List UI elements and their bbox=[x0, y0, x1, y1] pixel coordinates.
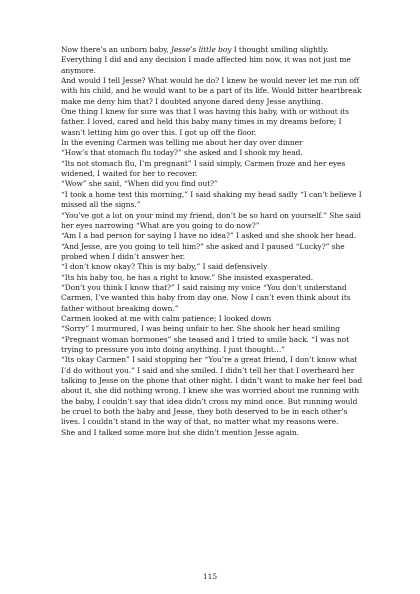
text-line: She and I talked some more but she didn’t mention Jesse again. bbox=[61, 427, 299, 437]
text-line: “I don’t know okay? This is my baby,” I said defensively bbox=[61, 262, 268, 272]
text-line: probed when I didn’t answer her. bbox=[61, 251, 185, 261]
text-line: I’d do without you.” I said and she smiled. I didn’t tell her that I overheard her bbox=[61, 365, 355, 375]
text-line: “You’ve got a lot on your mind my friend, don’t be so hard on yourself.” She said bbox=[61, 210, 361, 220]
text-line: wasn’t letting him go over this. I got up off the floor. bbox=[61, 127, 257, 137]
page-body-text bbox=[61, 45, 377, 438]
text-line: “Its not stomach flu, I’m pregnant” I said simply, Carmen froze and her eyes bbox=[61, 158, 346, 168]
text-line: widened, I waited for her to recover. bbox=[61, 169, 198, 179]
text-line: “Sorry” I murmured, I was being unfair to her. She shook her head smiling bbox=[61, 324, 340, 334]
text-line: Now there’s an unborn baby, Jesse’s little boy I thought smiling slightly. bbox=[61, 45, 329, 54]
text-line: with his child, and he would want to be a part of its life. Would bitter heartbreak bbox=[61, 86, 362, 96]
page-number: 115 bbox=[202, 572, 218, 581]
text-line: missed all the signs.” bbox=[61, 200, 141, 210]
text-line: “Am I a bad person for saying I have no idea?” I asked and she shook her head. bbox=[61, 231, 357, 241]
text-line: trying to pressure you into doing anything. I just thought…” bbox=[61, 344, 285, 354]
text-line: lives. I couldn’t stand in the way of that, no matter what my reasons were. bbox=[61, 417, 339, 427]
text-line: “How’s that stomach flu today?” she asked and I shook my head. bbox=[61, 148, 303, 158]
text-line: “And Jesse, are you going to tell him?” she asked and I paused “Lucky?” she bbox=[61, 241, 345, 251]
text-line: be cruel to both the baby and Jesse, they both deserved to be in each other’s bbox=[61, 407, 348, 417]
text-line: father. I loved, cared and held this baby many times in my dreams before; I bbox=[61, 117, 342, 127]
text-line: make me deny him that? I doubted anyone dared deny Jesse anything. bbox=[61, 96, 324, 106]
text-line: Carmen looked at me with calm patience; I looked down bbox=[61, 313, 272, 323]
text-line: “Don’t you think I know that?” I said raising my voice “You don’t understand bbox=[61, 282, 347, 292]
text-line: Carmen, I’ve wanted this baby from day one. Now I can’t even think about its bbox=[61, 293, 351, 303]
text-line: “Wow” she said, “When did you find out?” bbox=[61, 179, 218, 189]
text-line: about it, she did nothing wrong. I knew she was worried about me running with bbox=[61, 386, 360, 396]
text-line: “I took a home test this morning,” I said shaking my head sadly “I can’t believe I bbox=[61, 189, 362, 199]
text-line: One thing I knew for sure was that I was having this baby, with or without its bbox=[61, 107, 350, 117]
text-line: talking to Jesse on the phone that other night. I didn’t want to make her feel bad bbox=[61, 376, 363, 385]
text-line: her eyes narrowing “What are you going to do now?” bbox=[61, 220, 260, 230]
text-line: “Its his baby too, he has a right to know.” She insisted exasperated. bbox=[61, 272, 314, 282]
text-line: anymore. bbox=[61, 65, 96, 75]
text-line: Everything I did and any decision I made affected him now, it was not just me bbox=[61, 55, 351, 65]
emphasis-text: Jesse’s little boy bbox=[171, 45, 232, 54]
text-line: In the evening Carmen was telling me about her day over dinner bbox=[61, 138, 303, 148]
text-line: And would I tell Jesse? What would he do? I knew he would never let me run off bbox=[61, 76, 360, 86]
text-line: the baby, I couldn’t say that idea didn’t cross my mind once. But running would bbox=[61, 396, 358, 406]
text-line: “Pregnant woman hormones” she teased and I tried to smile back. “I was not bbox=[61, 334, 350, 344]
text-line: father without breaking down.” bbox=[61, 303, 179, 313]
text-line: “Its okay Carmen” I said stopping her “You’re a great friend, I don’t know what bbox=[61, 355, 358, 365]
